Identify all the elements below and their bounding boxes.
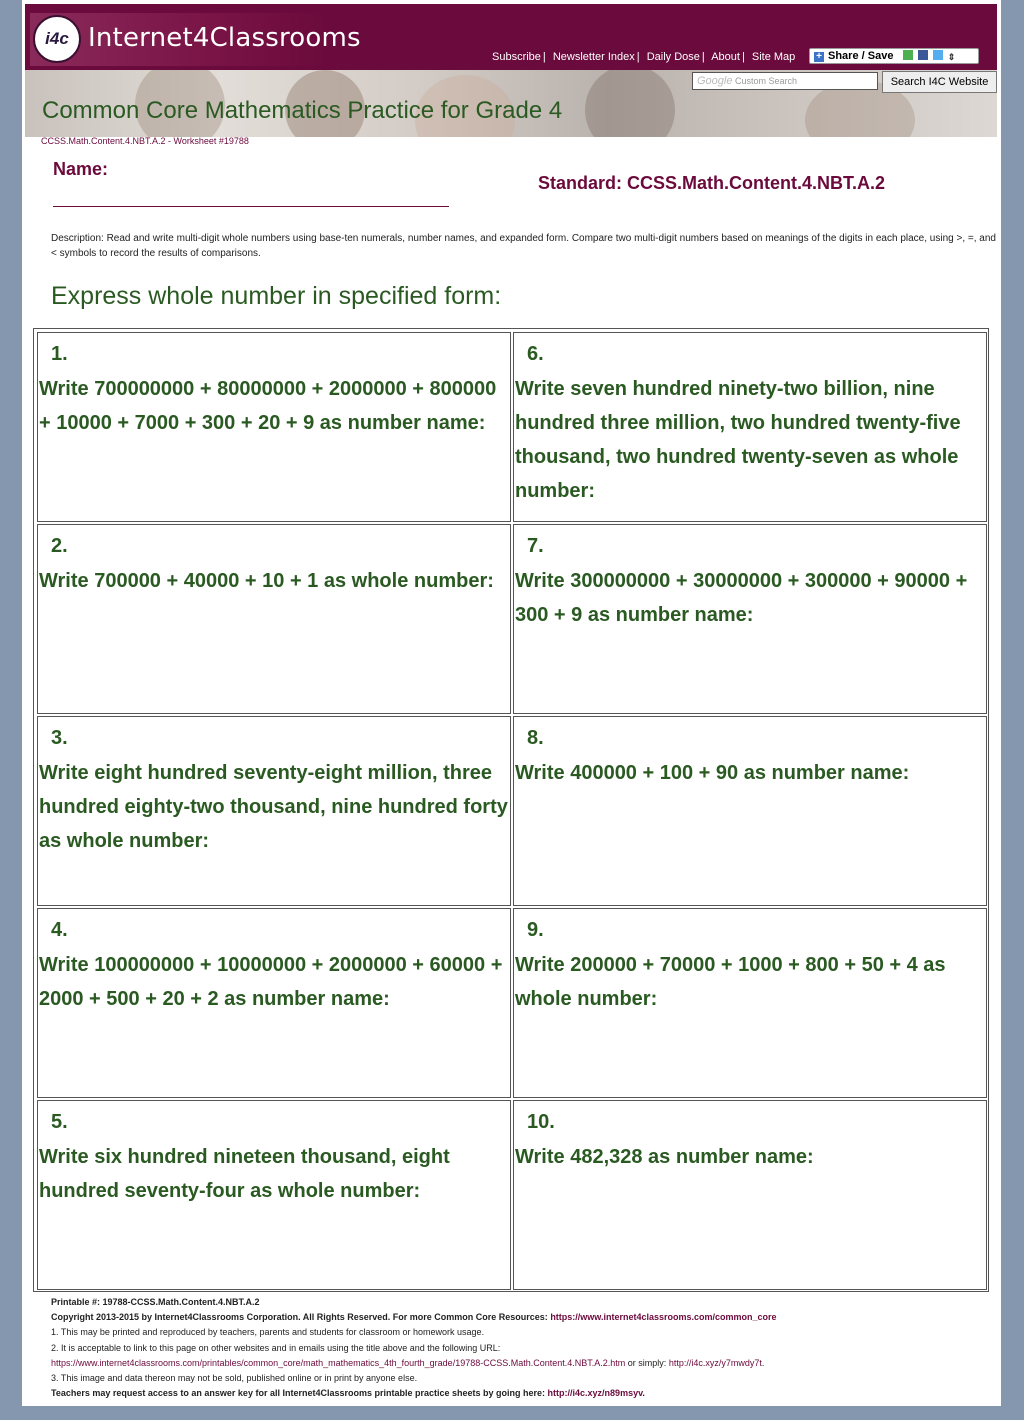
- banner-photo-shape: [585, 70, 675, 137]
- logo-text: Internet4Classrooms: [88, 23, 361, 53]
- twitter-icon: [933, 50, 943, 60]
- question-cell: [37, 716, 511, 906]
- question-text: Write 100000000 + 10000000 + 2000000 + 60000 + 2000 + 500 + 20 + 2 as number name:: [39, 954, 503, 1010]
- name-line: [53, 206, 449, 207]
- question-text: Write 400000 + 100 + 90 as number name:: [515, 762, 910, 784]
- footer: Printable #: 19788-CCSS.Math.Content.4.NBT.A.2 Copyright 2013-2015 by Internet4Classrooms Corporation. All Rights Reserved. For more Common Core Resources: https://www.internet4classrooms.com/common_core 1. This may be printed and reproduced by teachers, parents and students for classroom or homework usage. 2. It is acceptable to link to this page on other websites and in emails using the title above and the following URL: https://www.internet4classrooms.com/printables/common_core/math_mathematics_4th_fourth_grade/19788-CCSS.Math.Content.4.NBT.A.2.htm or simply: http://i4c.xyz/y7mwdy7t. 3. This image and data thereon may not be sold, published online or in print by anyone else. Teachers may request access to an answer key for all Internet4Classrooms printable practice sheets by going here: http://i4c.xyz/n89msyv.: [51, 1295, 991, 1401]
- banner: [25, 70, 997, 137]
- nav-newsletter-index[interactable]: Newsletter Index: [552, 51, 635, 63]
- facebook-icon: [918, 50, 928, 60]
- worksheet-id: CCSS.Math.Content.4.NBT.A.2 - Worksheet #19788: [41, 136, 249, 146]
- share-label: Share / Save: [828, 50, 894, 62]
- question-cell: [513, 716, 987, 906]
- footer-common-core-link[interactable]: https://www.internet4classrooms.com/common_core: [550, 1312, 777, 1323]
- search-placeholder: Custom Search: [735, 76, 798, 86]
- search-brand: Google: [697, 75, 733, 87]
- question-number: 8.: [527, 727, 544, 749]
- question-cell: [37, 524, 511, 714]
- question-number: 10.: [527, 1111, 555, 1133]
- question-cell: [513, 332, 987, 522]
- section-heading: Express whole number in specified form:: [51, 282, 502, 310]
- question-number: 9.: [527, 919, 544, 941]
- question-text: Write 700000000 + 80000000 + 2000000 + 800000 + 10000 + 7000 + 300 + 20 + 9 as number name:: [39, 378, 497, 434]
- footer-or-simply: or simply:: [627, 1357, 667, 1368]
- footer-line2: 2. It is acceptable to link to this page on other websites and in emails using the title above and the following URL:: [51, 1342, 501, 1353]
- share-plus-icon: +: [814, 52, 824, 62]
- logo-badge-icon: i4c: [33, 15, 81, 63]
- question-cell: [37, 332, 511, 522]
- question-number: 6.: [527, 343, 544, 365]
- search-input[interactable]: [692, 72, 878, 90]
- question-text: Write 200000 + 70000 + 1000 + 800 + 50 + 4 as whole number:: [515, 954, 946, 1010]
- question-cell: [513, 908, 987, 1098]
- footer-printable: Printable #: 19788-CCSS.Math.Content.4.NBT.A.2: [51, 1297, 260, 1307]
- footer-line1: 1. This may be printed and reproduced by teachers, parents and students for classroom or homework usage.: [51, 1327, 485, 1338]
- nav-about[interactable]: About: [711, 51, 740, 63]
- question-grid: [33, 328, 989, 1292]
- question-text: Write 700000 + 40000 + 10 + 1 as whole number:: [39, 570, 494, 592]
- standard-label: Standard: CCSS.Math.Content.4.NBT.A.2: [538, 173, 886, 193]
- question-number: 2.: [51, 535, 68, 557]
- site-header: [25, 4, 997, 70]
- question-number: 7.: [527, 535, 544, 557]
- nav-daily-dose[interactable]: Daily Dose: [646, 51, 700, 63]
- question-cell: [513, 1100, 987, 1290]
- question-number: 5.: [51, 1111, 68, 1133]
- question-text: Write 300000000 + 30000000 + 300000 + 90000 + 300 + 9 as number name:: [515, 570, 968, 626]
- question-text: Write six hundred nineteen thousand, eight hundred seventy-four as whole number:: [39, 1146, 450, 1202]
- question-number: 1.: [51, 343, 68, 365]
- question-number: 3.: [51, 727, 68, 749]
- nav-subscribe[interactable]: Subscribe: [492, 51, 541, 63]
- site-logo[interactable]: [30, 13, 361, 66]
- share-save-button[interactable]: [809, 48, 979, 64]
- description: Description: Read and write multi-digit whole numbers using base-ten numerals, number names, and expanded form. Compare two multi-digit numbers based on meanings of the digits in each place, using >, =, and < symbols to record the results of comparisons.: [51, 233, 996, 259]
- footer-line3: 3. This image and data thereon may not be sold, published online or in print by anyone else.: [51, 1373, 418, 1384]
- footer-answer-key: Teachers may request access to an answer key for all Internet4Classrooms printable practice sheets by going here:: [51, 1388, 546, 1399]
- name-label: Name:: [53, 159, 109, 179]
- search-button[interactable]: Search I4C Website: [882, 71, 997, 93]
- share-email-icon: [903, 50, 913, 60]
- share-dropdown-icon: ⇕: [948, 52, 958, 62]
- footer-long-url-link[interactable]: https://www.internet4classrooms.com/printables/common_core/math_mathematics_4th_fourth_grade/19788-CCSS.Math.Content.4.NBT.A.2.htm: [51, 1357, 626, 1368]
- question-cell: [513, 524, 987, 714]
- question-text: Write 482,328 as number name:: [515, 1146, 814, 1168]
- footer-copyright: Copyright 2013-2015 by Internet4Classrooms Corporation. All Rights Reserved. For more Common Core Resources:: [51, 1312, 548, 1323]
- footer-short-url-link[interactable]: http://i4c.xyz/y7mwdy7t: [668, 1357, 762, 1368]
- question-text: Write seven hundred ninety-two billion, nine hundred three million, two hundred twenty-five thousand, two hundred twenty-seven as whole number:: [515, 378, 961, 502]
- question-cell: [37, 908, 511, 1098]
- question-cell: [37, 1100, 511, 1290]
- nav-site-map[interactable]: Site Map: [751, 51, 796, 63]
- question-text: Write eight hundred seventy-eight million, three hundred eighty-two thousand, nine hundred forty as whole number:: [39, 762, 508, 852]
- top-nav: Subscribe | Newsletter Index | Daily Dose | About | Site Map: [492, 51, 796, 63]
- page: [22, 0, 1001, 1406]
- page-title: Common Core Mathematics Practice for Grade 4: [42, 97, 563, 124]
- question-number: 4.: [51, 919, 68, 941]
- footer-answer-key-link[interactable]: http://i4c.xyz/n89msyv: [547, 1388, 643, 1399]
